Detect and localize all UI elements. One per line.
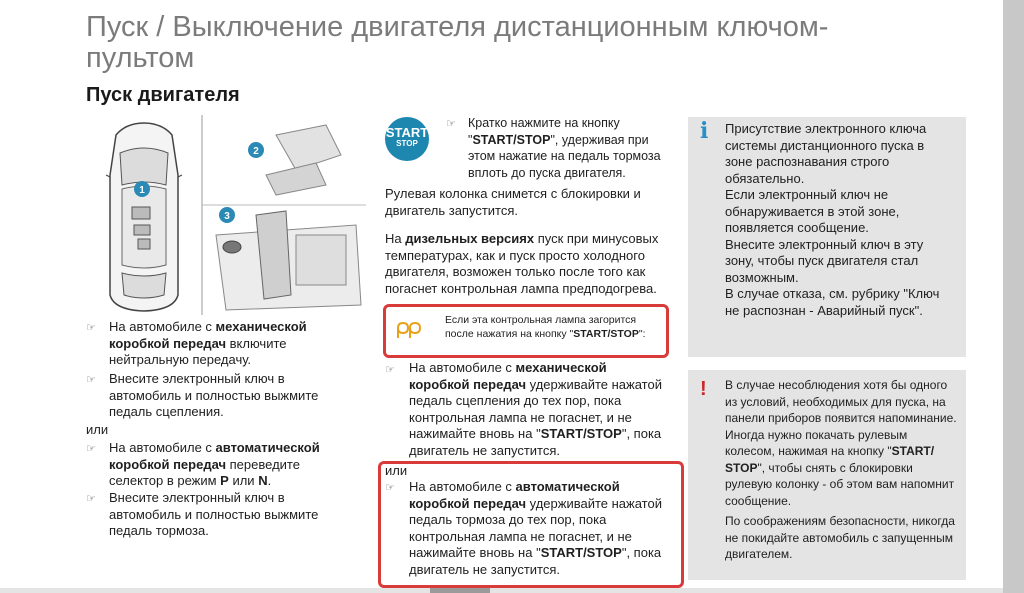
info-paragraph: Внесите электронный ключ в эту зону, чтобы пуск двигателя стал возможным. bbox=[725, 236, 924, 285]
text-part: пуск при минусовых температурах, как и пуск просто холодного двигателя, возможен только после того как погаснет контрольная лампа предподогрева. bbox=[385, 231, 659, 296]
info-paragraph: Если электронный ключ не обнаруживается в этой зоне, появляется сообщение. bbox=[725, 187, 900, 235]
clutch-instruction: Внесите электронный ключ в автомобиль и полностью выжмите педаль сцепления. bbox=[109, 371, 319, 419]
car-illustration bbox=[86, 115, 366, 315]
info-icon: i bbox=[700, 118, 709, 144]
text-part: Если эта контрольная лампа загорится после нажатия на кнопку " bbox=[445, 314, 637, 340]
text-emphasis: N bbox=[258, 473, 268, 488]
automatic-brake-hold-instruction bbox=[409, 479, 667, 578]
brake-instruction: Внесите электронный ключ в автомобиль и полностью выжмите педаль тормоза. bbox=[109, 490, 319, 538]
pedal-illustration bbox=[266, 125, 341, 195]
text-emphasis: P bbox=[220, 473, 229, 488]
or-separator: или bbox=[385, 463, 408, 478]
warning-icon: ! bbox=[700, 378, 707, 400]
hand-pointer-icon: ☞ bbox=[385, 482, 395, 494]
callout-2-label: 2 bbox=[253, 146, 259, 157]
or-separator: или bbox=[86, 422, 109, 437]
automatic-selector-instruction bbox=[109, 440, 334, 490]
text-emphasis: START/ STOP bbox=[725, 444, 935, 475]
car-top-view bbox=[106, 123, 182, 311]
text-part: На автомобиле с bbox=[109, 440, 216, 455]
preheat-glow-plug-icon bbox=[395, 320, 425, 340]
text-part: На автомобиле с bbox=[109, 319, 216, 334]
diesel-preheat-text bbox=[385, 231, 675, 297]
text-part: На автомобиле с bbox=[409, 479, 516, 494]
text-emphasis: автоматической коробкой передач bbox=[409, 479, 620, 511]
page-edge-bottom bbox=[0, 588, 1003, 593]
hand-pointer-icon: ☞ bbox=[86, 322, 96, 334]
warning-note-text bbox=[725, 377, 960, 563]
hand-pointer-icon: ☞ bbox=[86, 493, 96, 505]
text-part: или bbox=[228, 473, 259, 488]
text-part: . bbox=[267, 473, 272, 488]
text-emphasis: START/STOP bbox=[573, 328, 639, 340]
text-emphasis: механической коробкой передач bbox=[409, 360, 607, 392]
steering-unlock-text: Рулевая колонка снимется с блокировки и двигатель запустится. bbox=[385, 186, 641, 218]
hand-pointer-icon: ☞ bbox=[446, 118, 456, 130]
start-stop-button-icon bbox=[385, 117, 429, 161]
hand-pointer-icon: ☞ bbox=[86, 443, 96, 455]
warning-paragraph: В случае несоблюдения хотя бы одного из условий, необходимых для пуска, на панели приборов появится напоминание. bbox=[725, 378, 957, 425]
text-part: ", пока двигатель не запустится. bbox=[409, 545, 662, 577]
text-part: включите нейтральную передачу. bbox=[109, 335, 287, 367]
text-part: ", пока двигатель не запустится. bbox=[409, 426, 662, 458]
hand-pointer-icon: ☞ bbox=[385, 364, 395, 376]
text-emphasis: START/STOP bbox=[540, 426, 622, 441]
warning-paragraph bbox=[725, 427, 960, 510]
text-emphasis: автоматической коробкой передач bbox=[109, 440, 320, 472]
stop-label: STOP bbox=[396, 139, 418, 148]
callout-1-label: 1 bbox=[139, 185, 145, 196]
page-title: Пуск / Выключение двигателя дистанционным ключом-пультом bbox=[86, 11, 829, 74]
start-label: START bbox=[385, 125, 429, 140]
text-part: удерживайте нажатой педаль тормоза до тех пор, пока контрольная лампа не погаснет, и не нажимайте вновь на " bbox=[409, 495, 662, 560]
hand-pointer-icon: ☞ bbox=[86, 374, 96, 386]
page-edge-right bbox=[1003, 0, 1024, 593]
section-title: Пуск двигателя bbox=[86, 84, 240, 106]
lamp-note-text bbox=[445, 313, 660, 341]
text-part: Кратко нажмите на кнопку " bbox=[468, 116, 620, 147]
console-illustration bbox=[216, 211, 361, 310]
warning-paragraph: По соображениям безопасности, никогда не покидайте автомобиль с запущенным двигателем. bbox=[725, 514, 955, 561]
press-start-stop-instruction bbox=[468, 115, 668, 181]
info-paragraph: В случае отказа, см. рубрику "Ключ не распознан - Аварийный пуск". bbox=[725, 286, 940, 318]
text-part: ", удерживая при этом нажатие на педаль тормоза вплоть до пуска двигателя. bbox=[468, 132, 661, 180]
page-edge-mark bbox=[430, 588, 490, 593]
text-emphasis: дизельных версиях bbox=[405, 231, 535, 246]
manual-neutral-instruction bbox=[109, 319, 334, 369]
text-part: Иногда нужно покачать рулевым колесом, нажимая на кнопку " bbox=[725, 427, 908, 458]
manual-clutch-hold-instruction bbox=[409, 360, 667, 459]
text-emphasis: START/STOP bbox=[472, 132, 551, 147]
text-part: переведите селектор в режим bbox=[109, 456, 300, 488]
info-paragraph: Присутствие электронного ключа системы дистанционного пуска в зоне распознавания строго обязательно. bbox=[725, 121, 927, 186]
text-part: удерживайте нажатой педаль сцепления до тех пор, пока контрольная лампа не погаснет, и не нажимайте вновь на " bbox=[409, 376, 662, 441]
text-part: На bbox=[385, 231, 406, 246]
text-emphasis: механической коробкой передач bbox=[109, 319, 307, 351]
text-emphasis: START/STOP bbox=[540, 545, 622, 560]
info-note-text bbox=[725, 121, 955, 319]
text-part: ": bbox=[638, 328, 646, 340]
text-part: На автомобиле с bbox=[409, 360, 516, 375]
callout-3-label: 3 bbox=[224, 211, 230, 222]
text-part: ", чтобы снять с блокировки рулевую колонку - об этом вам напомнит сообщение. bbox=[725, 460, 955, 508]
